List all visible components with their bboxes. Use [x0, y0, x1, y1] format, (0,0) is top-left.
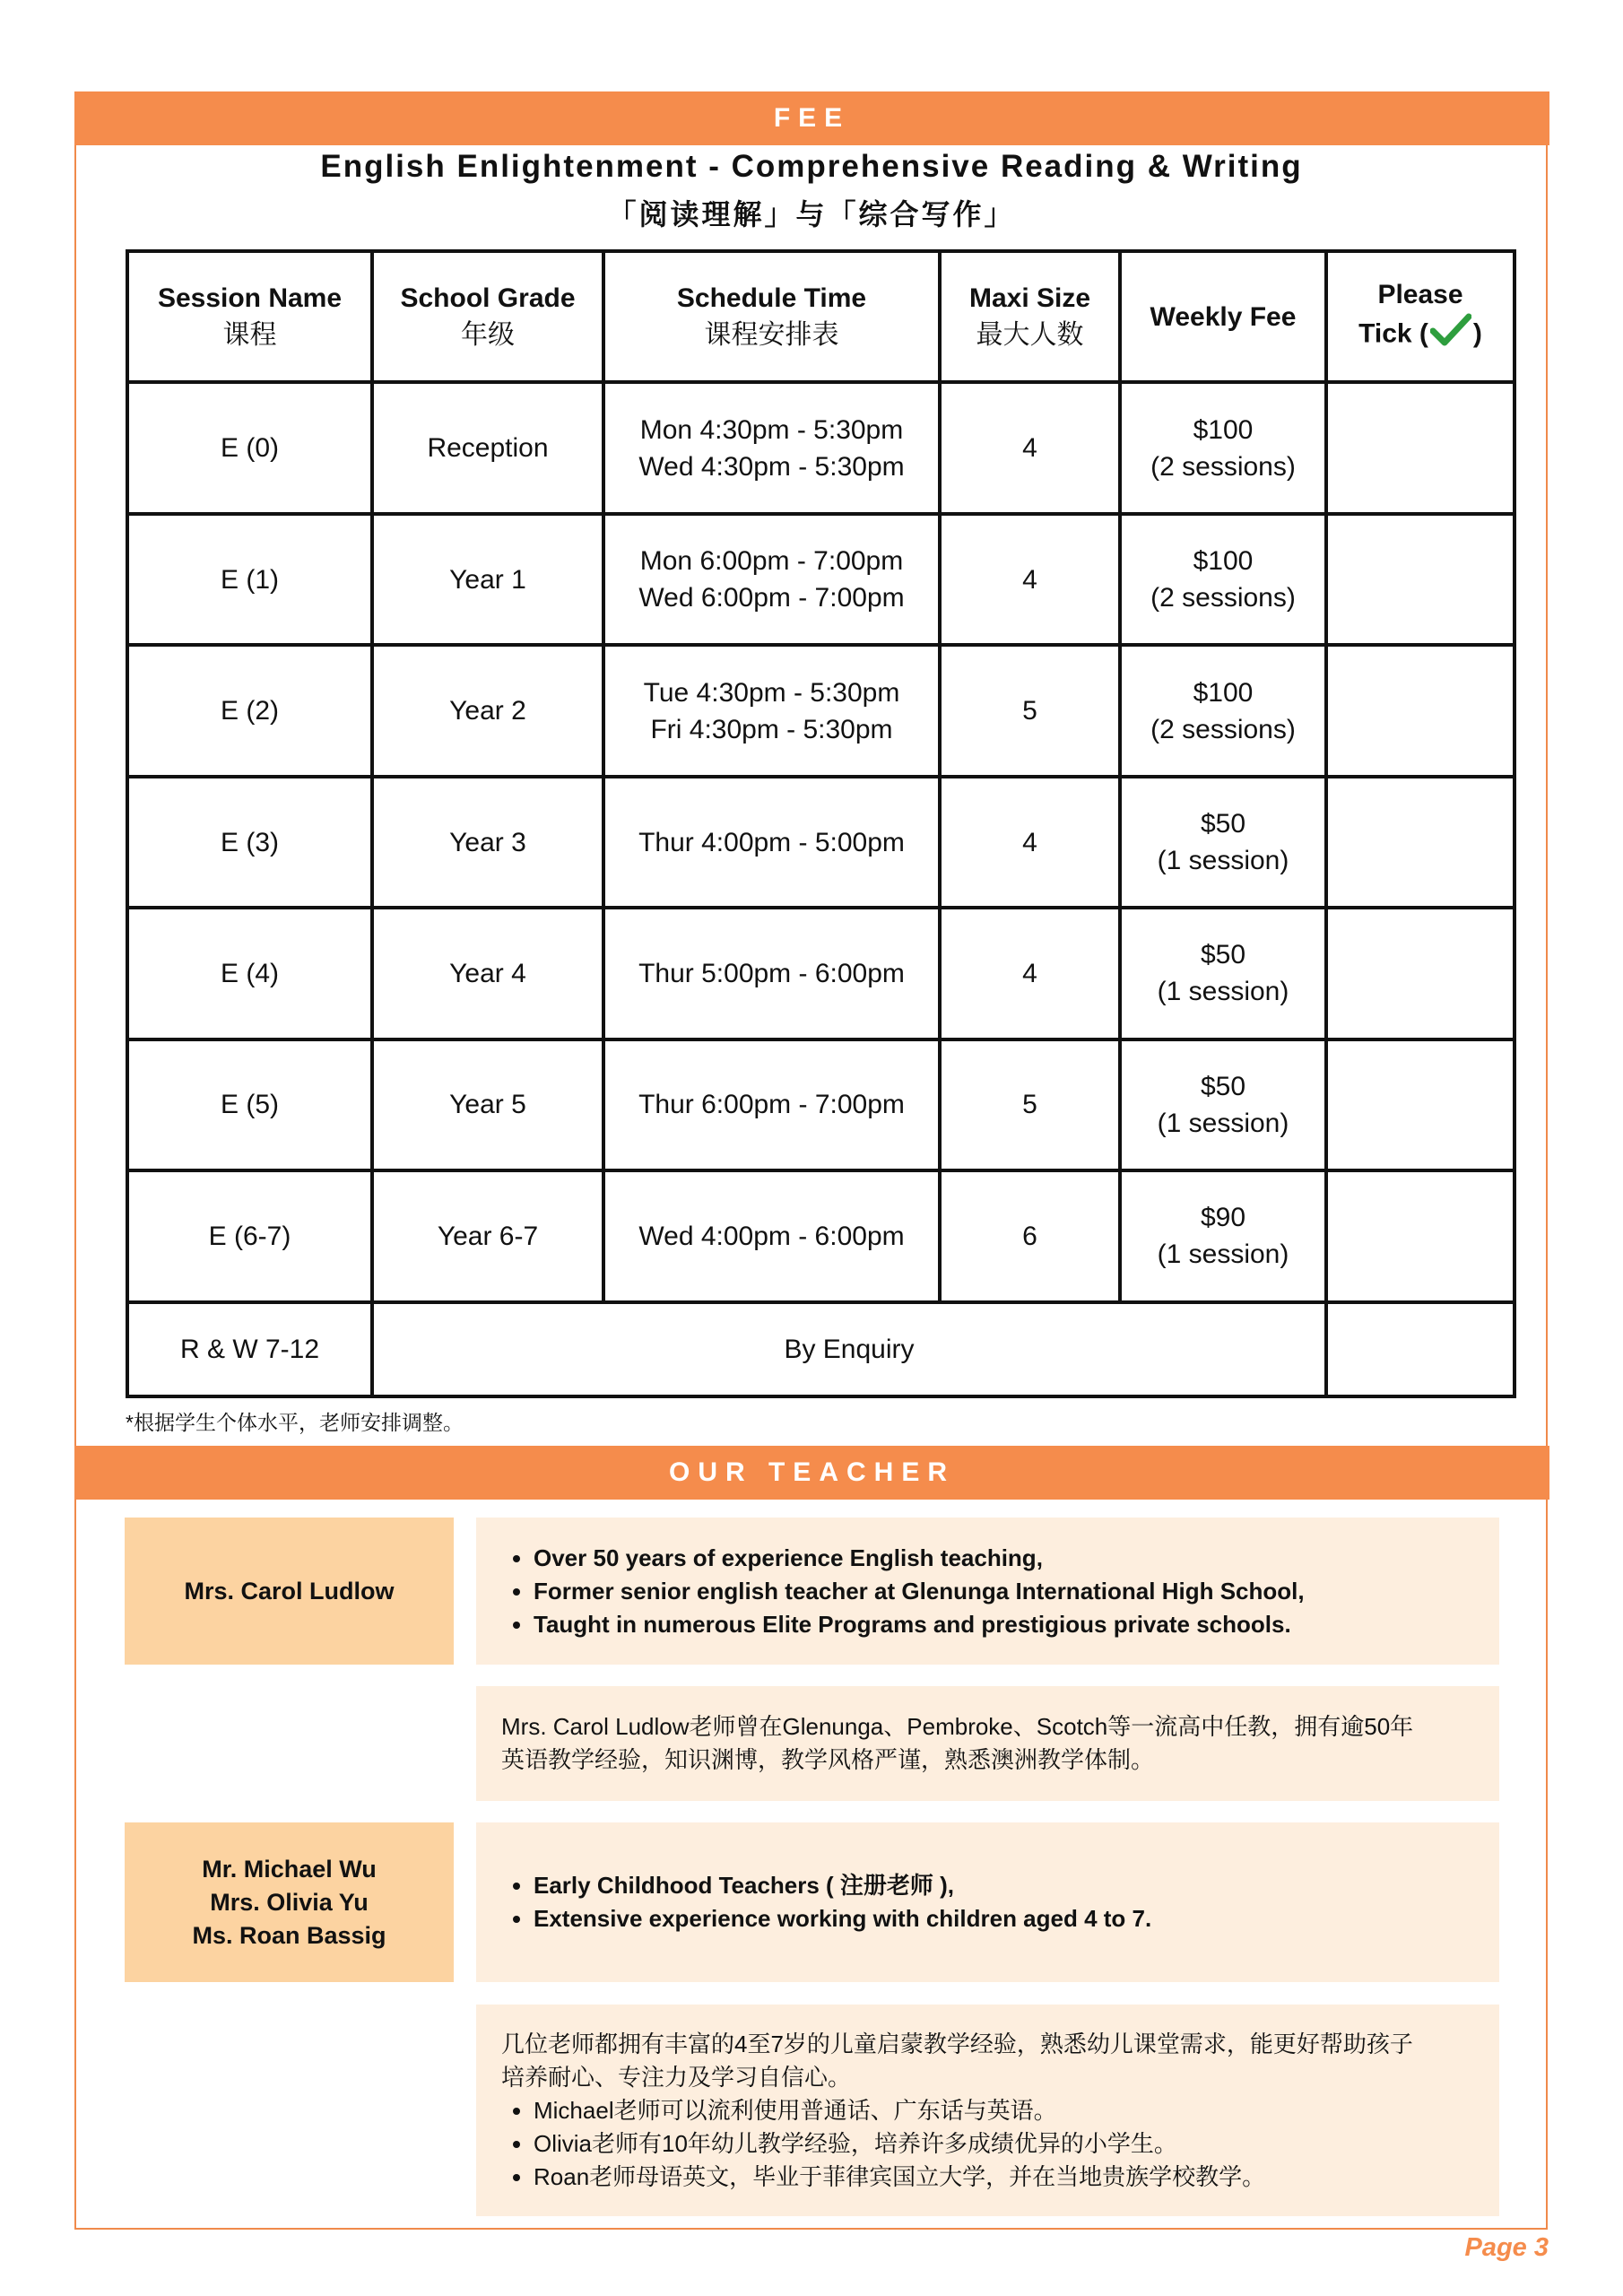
fee-amount: $50 [1200, 1071, 1246, 1101]
col-header-cn: 最大人数 [976, 320, 1084, 351]
grade-cell: Year 2 [372, 645, 603, 776]
grade-cell: Year 1 [372, 514, 603, 645]
table-row [127, 1170, 1515, 1301]
course-title-en: English Enlightenment - Comprehensive Reading & Writing [320, 149, 1303, 184]
col-header-cn: 课程 [222, 320, 277, 351]
table-row [127, 645, 1515, 776]
col-header-schedule [603, 251, 940, 382]
session-cell: E (3) [127, 777, 372, 908]
fee-amount: $90 [1200, 1203, 1246, 1233]
list-item: • Olivia老师有10年幼儿教学经验，培养许多成绩优异的小学生。 [534, 2127, 1474, 2161]
size-cell: 4 [940, 514, 1120, 645]
grade-cell: Year 6-7 [372, 1170, 603, 1301]
schedule-cell [603, 645, 940, 776]
schedule-cell [603, 514, 940, 645]
fee-cell [1120, 777, 1326, 908]
col-header-cn: 课程安排表 [704, 320, 839, 351]
table-row [127, 514, 1515, 645]
cn-point-list [501, 2094, 1474, 2194]
teacher-name: Mrs. Carol Ludlow [184, 1577, 395, 1605]
col-header-cn: Tick ( [1358, 318, 1428, 349]
table-header-row [127, 251, 1515, 382]
by-enquiry-cell: By Enquiry [372, 1302, 1326, 1396]
schedule-cell: Thur 5:00pm - 6:00pm [603, 908, 940, 1039]
schedule-time: Mon 4:30pm - 5:30pm [639, 414, 904, 445]
list-item: • Extensive experience working with children aged 4 to 7. [534, 1902, 1474, 1935]
list-item: • Over 50 years of experience English teaching, [534, 1542, 1474, 1575]
fee-note: (1 session) [1157, 846, 1289, 876]
fee-cell [1120, 908, 1326, 1039]
list-item: • Michael老师可以流利使用普通话、广东话与英语。 [534, 2094, 1474, 2127]
fee-cell [1120, 1170, 1326, 1301]
tick-cell[interactable] [1326, 777, 1515, 908]
fee-amount: $100 [1193, 677, 1254, 708]
col-header-en: Maxi Size [968, 283, 1091, 314]
cn-text-line: 培养耐心、专注力及学习自信心。 [501, 2063, 852, 2091]
schedule-time: Fri 4:30pm - 5:30pm [650, 714, 893, 744]
session-cell: E (6-7) [127, 1170, 372, 1301]
teacher-highlights [476, 1822, 1499, 1982]
table-row [127, 908, 1515, 1039]
schedule-cell: Wed 4:00pm - 6:00pm [603, 1170, 940, 1301]
fee-cell [1120, 382, 1326, 513]
fee-cell [1120, 645, 1326, 776]
table-row [127, 1302, 1515, 1396]
col-header-cn: 年级 [461, 320, 515, 351]
highlight-list [501, 1542, 1474, 1641]
fee-note: (2 sessions) [1150, 714, 1296, 744]
tick-cell[interactable] [1326, 1302, 1515, 1396]
size-cell: 5 [940, 1039, 1120, 1170]
size-cell: 4 [940, 382, 1120, 513]
session-cell: E (0) [127, 382, 372, 513]
teacher-name-box [125, 1518, 454, 1665]
list-item: • Former senior english teacher at Glenunga International High School, [534, 1575, 1474, 1608]
session-cell: E (1) [127, 514, 372, 645]
fee-note: (2 sessions) [1150, 583, 1296, 613]
teacher-name: Mrs. Olivia Yu [210, 1888, 369, 1916]
fee-heading: FEE [773, 103, 851, 133]
schedule-time: Wed 4:30pm - 5:30pm [638, 451, 905, 482]
col-header-en: Weekly Fee [1150, 301, 1297, 332]
col-header-en: School Grade [400, 283, 576, 314]
tick-cell[interactable] [1326, 645, 1515, 776]
course-title-cn: 「阅读理解」与「综合写作」 [607, 198, 1016, 230]
fee-cell [1120, 1039, 1326, 1170]
teacher-section-header [74, 1446, 1549, 1500]
cn-text-line: Mrs. Carol Ludlow老师曾在Glenunga、Pembroke、Scotch等一流高中任教，拥有逾50年 [501, 1713, 1414, 1740]
table-row [127, 1039, 1515, 1170]
fee-cell [1120, 514, 1326, 645]
teacher-name-box [125, 1822, 454, 1982]
col-header-tick [1326, 251, 1515, 382]
schedule-time: Mon 6:00pm - 7:00pm [639, 546, 904, 577]
list-item: • Early Childhood Teachers ( 注册老师 ), [534, 1869, 1474, 1902]
cn-text-line: 英语教学经验，知识渊博，教学风格严谨，熟悉澳洲教学体制。 [501, 1746, 1155, 1773]
col-header-session [127, 251, 372, 382]
fee-amount: $50 [1200, 809, 1246, 839]
col-header-en: Schedule Time [676, 283, 867, 314]
session-cell: E (4) [127, 908, 372, 1039]
col-header-fee [1120, 251, 1326, 382]
tick-cell[interactable] [1326, 514, 1515, 645]
size-cell: 4 [940, 777, 1120, 908]
tick-cell[interactable] [1326, 382, 1515, 513]
page-number: Page 3 [1464, 2233, 1549, 2262]
schedule-time: Wed 6:00pm - 7:00pm [638, 583, 905, 613]
cn-text-line: 几位老师都拥有丰富的4至7岁的儿童启蒙教学经验，熟悉幼儿课堂需求，能更好帮助孩子 [501, 2030, 1413, 2057]
grade-cell: Year 4 [372, 908, 603, 1039]
fee-amount: $100 [1193, 414, 1254, 445]
teacher-name: Mr. Michael Wu [202, 1855, 377, 1883]
fee-amount: $100 [1193, 546, 1254, 577]
schedule-cell: Thur 6:00pm - 7:00pm [603, 1039, 940, 1170]
teacher-cn-description [476, 1686, 1499, 1801]
schedule-cell: Thur 4:00pm - 5:00pm [603, 777, 940, 908]
size-cell: 4 [940, 908, 1120, 1039]
adjustment-note: *根据学生个体水平，老师安排调整。 [126, 1411, 464, 1434]
highlight-list [501, 1869, 1474, 1935]
grade-cell: Year 3 [372, 777, 603, 908]
table-row [127, 382, 1515, 513]
grade-cell: Year 5 [372, 1039, 603, 1170]
tick-cell[interactable] [1326, 1039, 1515, 1170]
fee-note: (1 session) [1157, 1239, 1289, 1270]
checkmark-icon [1430, 313, 1471, 357]
teacher-heading: OUR TEACHER [668, 1457, 955, 1487]
col-header-suffix: ) [1472, 318, 1482, 349]
tick-cell[interactable] [1326, 908, 1515, 1039]
grade-cell: Reception [372, 382, 603, 513]
teacher-name: Ms. Roan Bassig [192, 1921, 386, 1949]
list-item: • Taught in numerous Elite Programs and prestigious private schools. [534, 1608, 1474, 1641]
schedule-cell [603, 382, 940, 513]
col-header-size [940, 251, 1120, 382]
schedule-time: Tue 4:30pm - 5:30pm [643, 677, 900, 708]
list-item: • Roan老师母语英文，毕业于菲律宾国立大学，并在当地贵族学校教学。 [534, 2161, 1474, 2194]
fee-note: (2 sessions) [1150, 451, 1296, 482]
fee-section-header [74, 91, 1549, 145]
size-cell: 5 [940, 645, 1120, 776]
fee-note: (1 session) [1157, 977, 1289, 1007]
fee-note: (1 session) [1157, 1108, 1289, 1138]
session-cell: E (5) [127, 1039, 372, 1170]
col-header-grade [372, 251, 603, 382]
session-cell: E (2) [127, 645, 372, 776]
teacher-cn-description [476, 2005, 1499, 2216]
session-cell: R & W 7-12 [127, 1302, 372, 1396]
col-header-en: Session Name [157, 283, 343, 314]
size-cell: 6 [940, 1170, 1120, 1301]
fee-amount: $50 [1200, 940, 1246, 970]
teacher-highlights [476, 1518, 1499, 1665]
table-row [127, 777, 1515, 908]
fee-table [126, 249, 1516, 1398]
tick-cell[interactable] [1326, 1170, 1515, 1301]
col-header-en: Please [1377, 280, 1463, 310]
